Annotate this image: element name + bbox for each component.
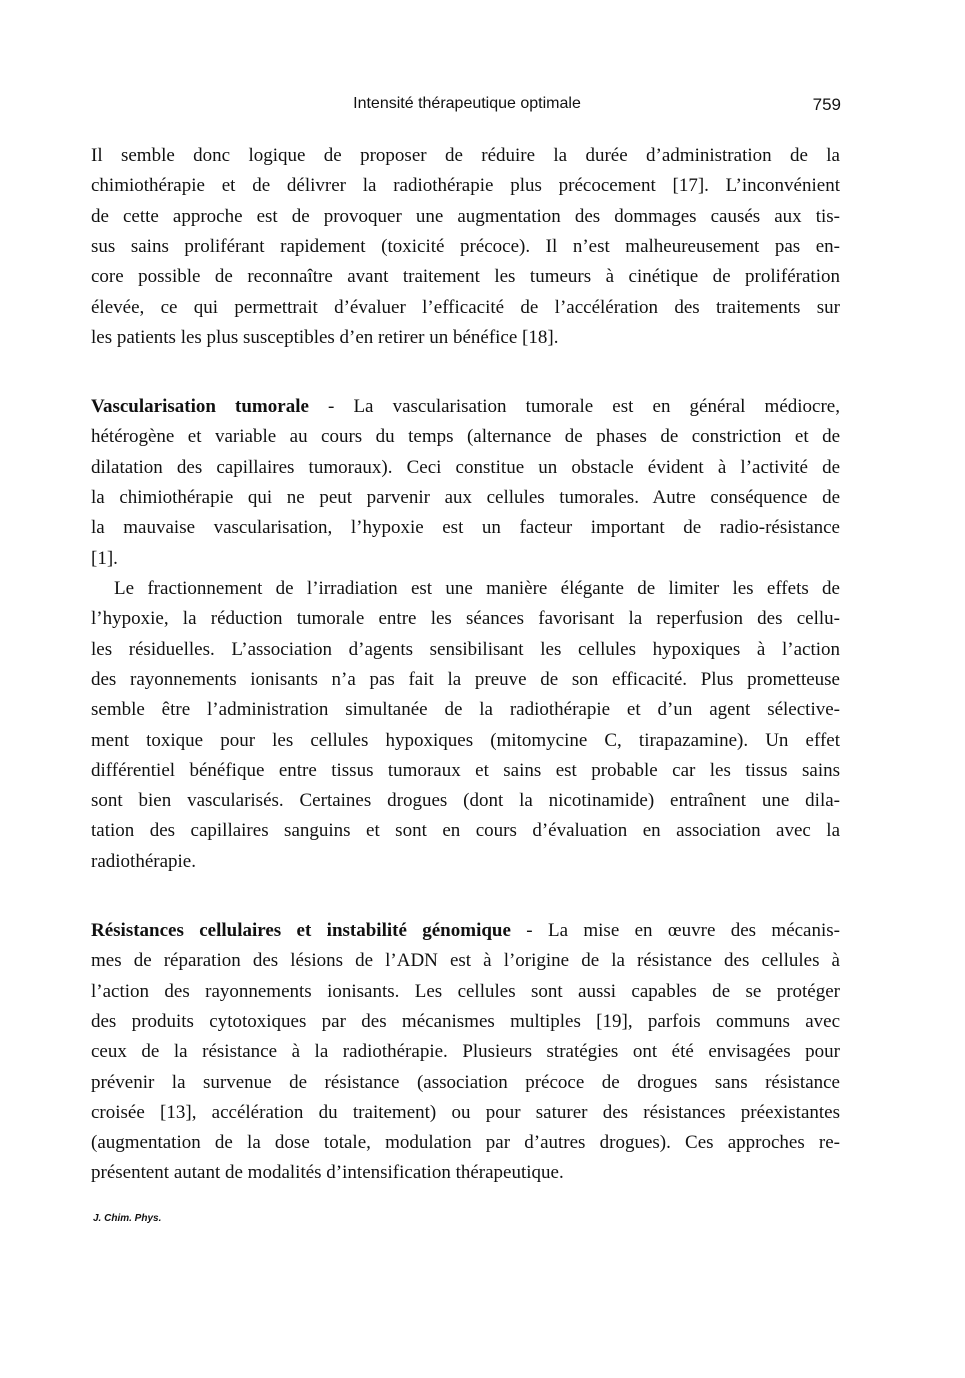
- line-text: la chimiothérapie qui ne peut parvenir aux cellules tumorales. Autre conséquence de: [91, 486, 840, 508]
- line-text: les résiduelles. L’association d’agents sensibilisant les cellules hypoxiques à l’action: [91, 638, 840, 660]
- line-text: ceux de la résistance à la radiothérapie. Plusieurs stratégies ont été envisagées pour: [91, 1041, 840, 1063]
- line-text: l’hypoxie, la réduction tumorale entre les séances favorisant la reperfusion des cellu-: [91, 608, 840, 630]
- line-text: de cette approche est de provoquer une augmentation des dommages causés aux tis-: [91, 205, 840, 227]
- section-heading: Résistances cellulaires et instabilité génomique: [91, 920, 511, 941]
- text-line: [91, 604, 840, 634]
- text-line: [91, 141, 840, 171]
- text-line: [91, 635, 840, 665]
- line-text: sus sains proliférant rapidement (toxicité précoce). Il n’est malheureusement pas en-: [91, 235, 840, 257]
- line-text: tation des capillaires sanguins et sont en cours d’évaluation en association avec la: [91, 820, 840, 842]
- text-line: [91, 1158, 840, 1188]
- running-title: Intensité thérapeutique optimale: [353, 95, 581, 112]
- line-text: prévenir la survenue de résistance (association précoce de drogues sans résistance: [91, 1071, 840, 1093]
- line-text: - La vascularisation tumorale est en général médiocre,: [308, 396, 840, 417]
- line-text: sont bien vascularisés. Certaines drogues (dont la nicotinamide) entraînent une dila-: [91, 790, 840, 812]
- line-text: chimiothérapie et de délivrer la radiothérapie plus précocement [17]. L’inconvénient: [91, 175, 840, 197]
- text-line: [91, 513, 840, 543]
- line-text: la mauvaise vascularisation, l’hypoxie est un facteur important de radio-résistance: [91, 517, 840, 539]
- text-line: [91, 232, 840, 262]
- text-line: [91, 293, 840, 323]
- text-line: [91, 1037, 840, 1067]
- line-text: - La mise en œuvre des mécanis-: [510, 920, 840, 941]
- text-line: [91, 483, 840, 513]
- line-text: des produits cytotoxiques par des mécanismes multiples [19], parfois communs avec: [91, 1010, 840, 1032]
- line-text: core possible de reconnaître avant traitement les tumeurs à cinétique de prolifération: [91, 266, 840, 288]
- text-line: [91, 816, 840, 846]
- text-line: [91, 171, 840, 201]
- line-text: radiothérapie.: [91, 850, 196, 872]
- text-line: [91, 916, 840, 946]
- line-text: Il semble donc logique de proposer de réduire la durée d’administration de la: [91, 145, 840, 166]
- line-text: les patients les plus susceptibles d’en retirer un bénéfice [18].: [91, 326, 559, 348]
- text-line: [91, 392, 840, 422]
- text-line: [91, 262, 840, 292]
- line-text: mes de réparation des lésions de l’ADN est à l’origine de la résistance des cellules à: [91, 950, 840, 972]
- text-line: [91, 946, 840, 976]
- line-text: (augmentation de la dose totale, modulation par d’autres drogues). Ces approches re-: [91, 1132, 840, 1154]
- line-text: hétérogène et variable au cours du temps (alternance de phases de constriction et de: [91, 426, 840, 448]
- line-text: croisée [13], accélération du traitement) ou pour saturer des résistances préexistantes: [91, 1101, 840, 1123]
- text-line: [91, 1098, 840, 1128]
- text-line: [91, 726, 840, 756]
- section-heading: Vascularisation tumorale: [91, 396, 309, 417]
- text-line: [91, 1128, 840, 1158]
- text-line: [91, 695, 840, 725]
- text-line: [91, 977, 840, 1007]
- line-text: [1].: [91, 547, 118, 569]
- line-text: des rayonnements ionisants n’a pas fait la preuve de son efficacité. Plus prometteuse: [91, 668, 840, 690]
- text-line: [91, 453, 840, 483]
- text-line: [91, 323, 840, 353]
- line-text: dilatation des capillaires tumoraux). Ceci constitue un obstacle évident à l’activité de: [91, 456, 840, 478]
- line-text: Le fractionnement de l’irradiation est une manière élégante de limiter les effets de: [114, 578, 840, 599]
- journal-footer: J. Chim. Phys.: [93, 1213, 162, 1224]
- page-number: 759: [812, 95, 841, 114]
- text-line: [91, 422, 840, 452]
- text-line: [91, 202, 840, 232]
- text-line: [91, 786, 840, 816]
- line-text: semble être l’administration simultanée de la radiothérapie et d’un agent sélective-: [91, 699, 840, 721]
- text-line: [114, 574, 840, 604]
- text-line: [91, 1007, 840, 1037]
- text-line: [91, 544, 840, 574]
- line-text: ment toxique pour les cellules hypoxiques (mitomycine C, tirapazamine). Un effet: [91, 729, 840, 751]
- line-text: élevée, ce qui permettrait d’évaluer l’efficacité de l’accélération des traitements sur: [91, 296, 840, 318]
- text-line: [91, 1068, 840, 1098]
- text-line: [91, 847, 840, 877]
- line-text: différentiel bénéfique entre tissus tumoraux et sains est probable car les tissus sains: [91, 759, 840, 781]
- text-line: [91, 665, 840, 695]
- line-text: l’action des rayonnements ionisants. Les cellules sont aussi capables de se protéger: [91, 980, 840, 1002]
- line-text: présentent autant de modalités d’intensification thérapeutique.: [91, 1162, 564, 1184]
- text-line: [91, 756, 840, 786]
